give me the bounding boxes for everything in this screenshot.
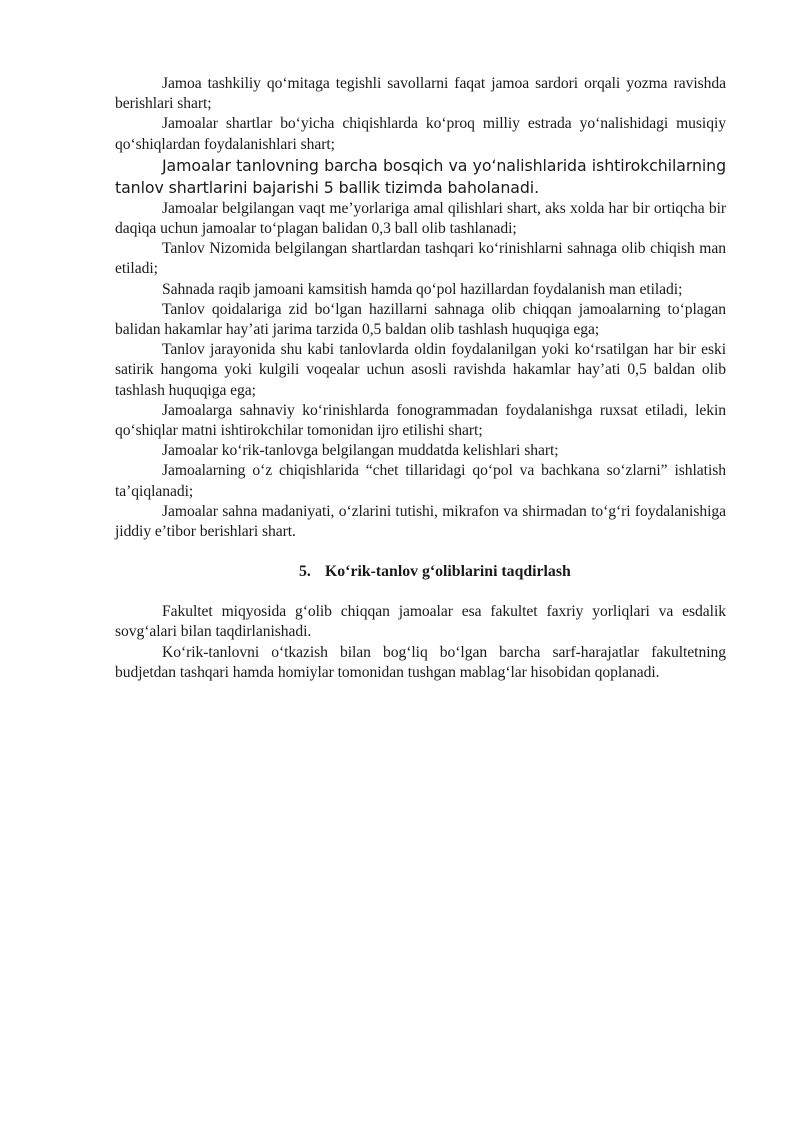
paragraph-forbidden-performances: Tanlov Nizomida belgilangan shartlardan tashqari ko‘rinishlarni sahnaga olib chiqish man etiladi;	[115, 240, 726, 278]
section-number: 5.	[299, 563, 311, 581]
document-page	[115, 74, 726, 683]
section-title: Ko‘rik-tanlov g‘oliblarini taqdirlash	[325, 563, 571, 581]
paragraph-penalty-old-jokes: Tanlov jarayonida shu kabi tanlovlarda oldin foydalanilgan yoki ko‘rsatilgan har bir eski satirik hangoma yoki kulgili voqealar uchun asosli ravishda hakamlar hay’ati 0,5 baldan olib tashlash huquqiga ega;	[115, 341, 726, 399]
paragraph-penalty-jokes: Tanlov qoidalariga zid bo‘lgan hazillarni sahnaga olib chiqqan jamoalarning to‘plagan balidan hakamlar hay’ati jarima tarzida 0,5 baldan olib tashlash huquqiga ega;	[115, 300, 726, 339]
section-heading	[115, 561, 726, 583]
paragraph-national-estrada-songs: Jamoalar shartlar bo‘yicha chiqishlarda ko‘proq milliy estrada yo‘nalishidagi musiqiy qo‘shiqlardan foydalanishlari shart;	[115, 115, 726, 153]
paragraph-winners-awards: Fakultet miqyosida g‘olib chiqqan jamoalar esa fakultet faxriy yorliqlari va esdalik sovg‘alari bilan taqdirlanishadi.	[115, 603, 726, 641]
paragraph-questions-via-captain: Jamoa tashkiliy qo‘mitaga tegishli savollarni faqat jamoa sardori orqali yozma ravishda berishlari shart;	[115, 75, 726, 113]
paragraph-foreign-words-banned: Jamoalarning o‘z chiqishlarida “chet tillaridagi qo‘pol va bachkana so‘zlarni” ishlatish ta’qiqlanadi;	[115, 462, 726, 500]
paragraph-phonogram-allowed: Jamoalarga sahnaviy ko‘rinishlarda fonogrammadan foydalanishga ruxsat etiladi, lekin qo‘shiqlar matni ishtirokchilar tomonidan ijro etilishi shart;	[115, 401, 726, 440]
paragraph-arrive-on-time: Jamoalar ko‘rik-tanlovga belgilangan muddatda kelishlari shart;	[162, 442, 559, 460]
paragraph-expenses-funding: Ko‘rik-tanlovni o‘tkazish bilan bog‘liq bo‘lgan barcha sarf-harajatlar fakultetning budjetdan tashqari hamda homiylar tomonidan tushgan mablag‘lar hisobidan qoplanadi.	[115, 643, 726, 681]
paragraph-time-limits: Jamoalar belgilangan vaqt me’yorlariga amal qilishlari shart, aks xolda har bir ortiqcha bir daqiqa uchun jamoalar to‘plagan balidan 0,3 ball olib tashlanadi;	[115, 199, 726, 238]
paragraph-no-insulting-rivals: Sahnada raqib jamoani kamsitish hamda qo‘pol hazillardan foydalanish man etiladi;	[162, 280, 683, 298]
paragraph-5-point-scoring: Jamoalar tanlovning barcha bosqich va yo‘nalishlarida ishtirokchilarning tanlov shartlarini bajarishi 5 ballik tizimda baholanadi.	[115, 155, 726, 197]
paragraph-stage-culture: Jamoalar sahna madaniyati, o‘zlarini tutishi, mikrafon va shirmadan to‘g‘ri foydalanishiga jiddiy e’tibor berishlari shart.	[115, 502, 726, 541]
